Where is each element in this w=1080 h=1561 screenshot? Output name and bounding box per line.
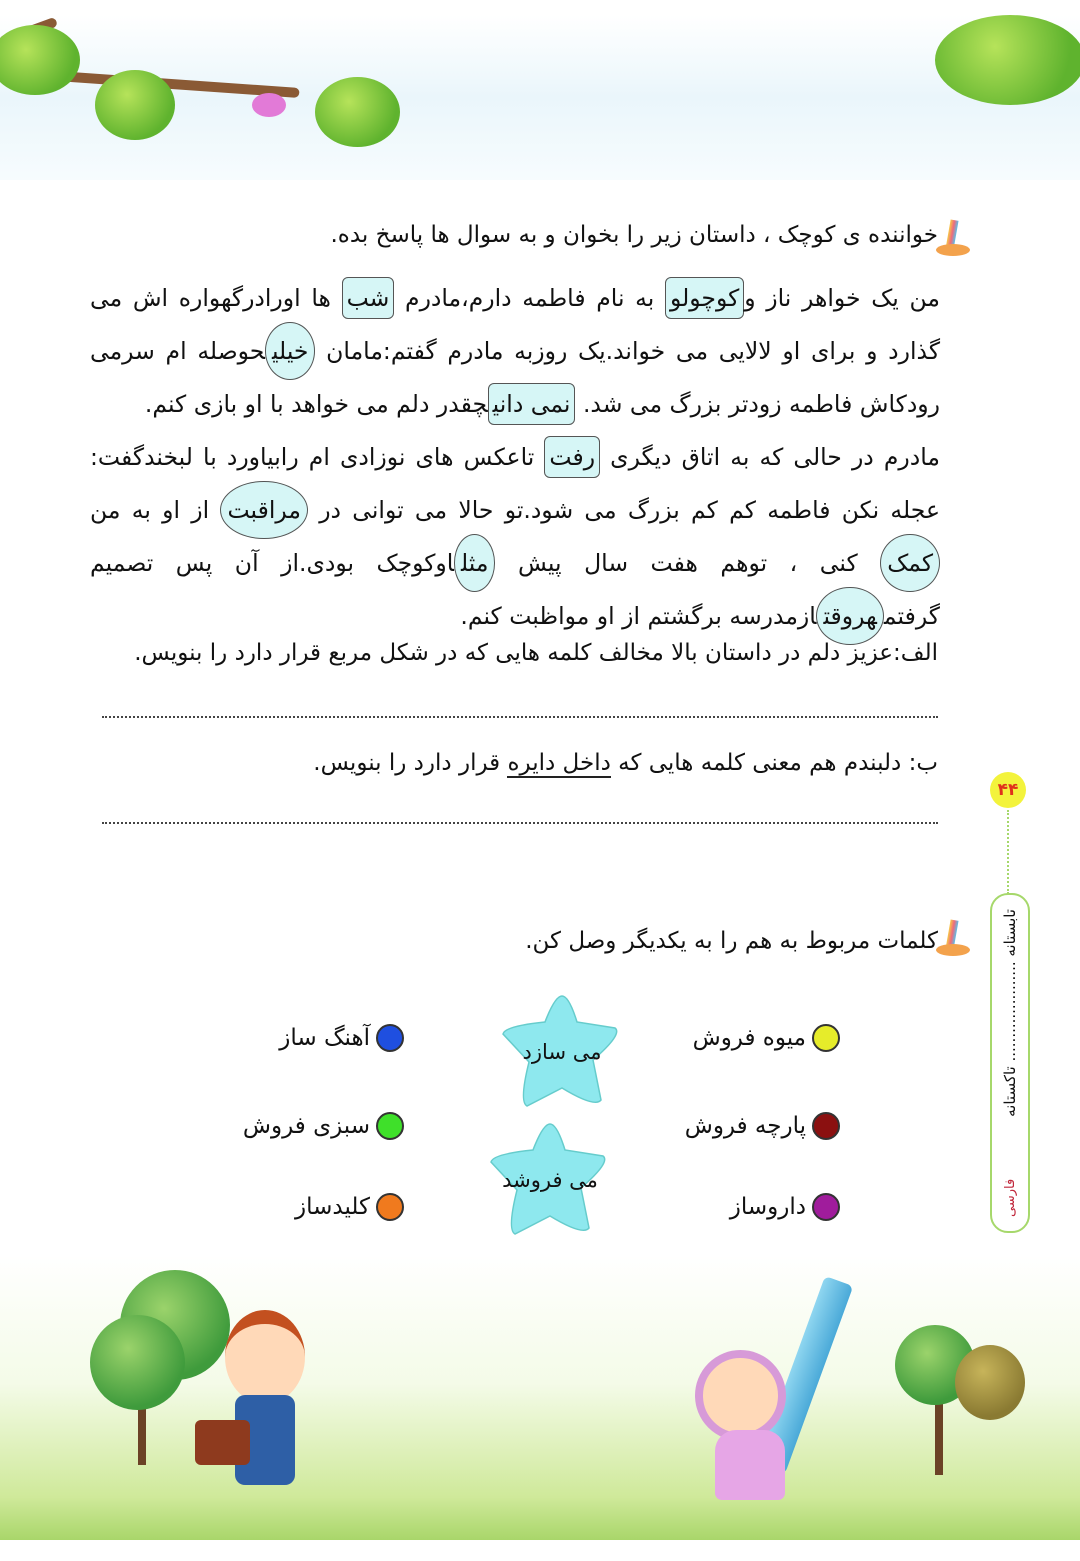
circled-word: مثل [454, 534, 495, 592]
match-item-left[interactable] [279, 1024, 404, 1052]
story-text [90, 272, 940, 643]
boy-illustration [225, 1310, 305, 1404]
foliage [0, 25, 80, 95]
suitcase [195, 1420, 250, 1465]
foliage [935, 15, 1080, 105]
connect-dot[interactable] [376, 1193, 404, 1221]
boxed-word: کوچولو [665, 277, 744, 319]
star-shape [497, 992, 627, 1112]
foliage [315, 77, 400, 147]
exercise1-instruction: خواننده ی کوچک ، داستان زیر را بخوان و به سوال ها پاسخ بده. [330, 222, 938, 248]
page-number: ۴۴ [990, 772, 1026, 808]
footer-illustration [0, 1255, 1080, 1540]
tree [90, 1315, 185, 1410]
boxed-word: شب [342, 277, 395, 319]
pencil-icon [936, 920, 970, 958]
match-label: داروساز [729, 1194, 806, 1220]
match-label: آهنگ ساز [279, 1025, 370, 1051]
match-label: میوه فروش [692, 1025, 806, 1051]
question-b-prefix: ب: دلبندم هم معنی کلمه هایی که [610, 750, 938, 776]
match-label: کلیدساز [295, 1194, 370, 1220]
match-item-left[interactable] [243, 1112, 404, 1140]
story-paragraph [90, 272, 940, 431]
story-text-segment: تاعکس های نوزادی ام رابیاورد با لبخندگفت: عجله نکن فاطمه کم کم بزرگ می شود.تو حالا می توانی در [90, 443, 940, 524]
match-label: سبزی فروش [242, 1113, 370, 1139]
story-text-segment: چقدر دلم می خواهد با او بازی کنم. [144, 390, 488, 418]
story-text-segment: کنی ، توهم هفت سال پیش [495, 549, 881, 577]
tree [955, 1345, 1025, 1420]
header-illustration [0, 15, 1080, 180]
match-item-right[interactable] [685, 1112, 840, 1140]
answer-line-a[interactable] [102, 716, 938, 718]
star-label: می فروشد [502, 1168, 598, 1192]
subject-label: فارسی [1002, 1178, 1018, 1217]
question-b-suffix: قرار دارد را بنویس. [313, 750, 508, 776]
side-tab-text: تابستانه ..................... تاکستانه [1001, 909, 1019, 1117]
star-shape [485, 1120, 615, 1240]
boxed-word: رفت [544, 436, 600, 478]
star-label: می سازد [522, 1040, 602, 1064]
question-b-underlined: داخل دایره [507, 750, 611, 776]
story-text-segment: از او به من [90, 496, 221, 524]
story-text-segment: حوصله ام سرمی رودکاش فاطمه زودتر بزرگ می شد. [90, 337, 940, 418]
connect-dot[interactable] [812, 1024, 840, 1052]
connect-dot[interactable] [812, 1193, 840, 1221]
circled-word: مراقبت [220, 481, 307, 539]
circled-word: هروقت [816, 587, 883, 645]
match-label: پارچه فروش [684, 1113, 806, 1139]
story-text-segment: به نام فاطمه دارم،مادرم [394, 284, 665, 312]
connect-dot[interactable] [376, 1024, 404, 1052]
bird-illustration [252, 93, 286, 117]
story-text-segment: اوکوچک بودی.از آن پس تصمیم گرفتم [90, 549, 940, 630]
foliage [95, 70, 175, 140]
dotted-connector [1007, 810, 1009, 894]
question-a: الف:عزیز دلم در داستان بالا مخالف کلمه هایی که در شکل مربع قرار دارد را بنویس. [134, 640, 938, 666]
side-tab [990, 893, 1030, 1233]
match-item-left[interactable] [295, 1193, 404, 1221]
girl-body [715, 1430, 785, 1500]
pencil-icon [936, 220, 970, 258]
story-text-segment: ازمدرسه برگشتم از او مواظبت کنم. [460, 602, 817, 630]
match-item-right[interactable] [693, 1024, 840, 1052]
question-b [313, 750, 938, 776]
story-text-segment: من یک خواهر ناز و [744, 284, 940, 312]
exercise2-instruction: کلمات مربوط به هم را به یکدیگر وصل کن. [525, 928, 938, 954]
circled-word: خیلی [265, 322, 316, 380]
connect-dot[interactable] [376, 1112, 404, 1140]
match-item-right[interactable] [730, 1193, 840, 1221]
answer-line-b[interactable] [102, 822, 938, 824]
boxed-word: نمی دانی [488, 383, 576, 425]
story-text-segment: ها اورادرگهواره اش می گذارد و برای او لالایی می خواند.یک روزبه مادرم گفتم:مامان [90, 284, 941, 365]
story-paragraph [90, 431, 940, 643]
girl-illustration [695, 1350, 786, 1441]
circled-word: کمک [880, 534, 940, 592]
story-text-segment: مادرم در حالی که به اتاق دیگری [600, 443, 940, 471]
connect-dot[interactable] [812, 1112, 840, 1140]
